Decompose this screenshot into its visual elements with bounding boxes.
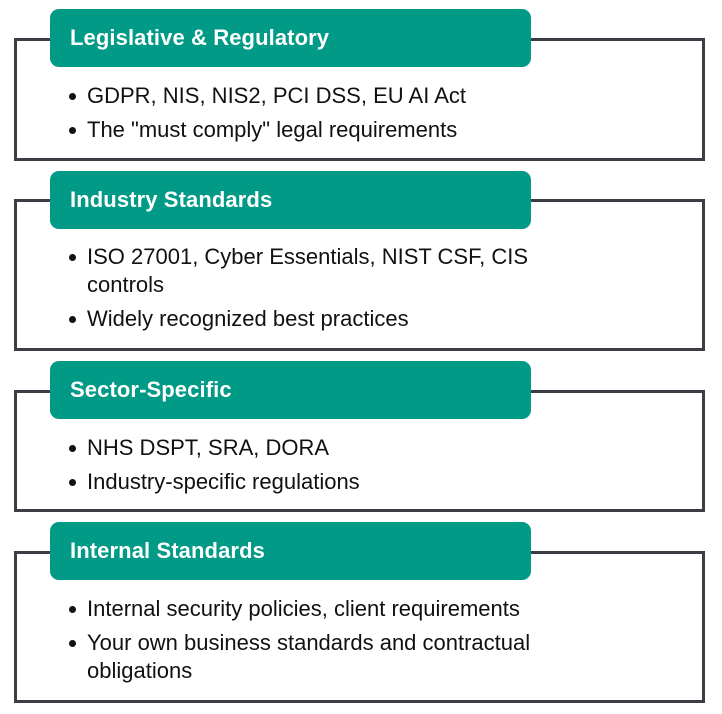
list-item-text: Widely recognized best practices <box>87 306 409 331</box>
list-item-text: GDPR, NIS, NIS2, PCI DSS, EU AI Act <box>87 83 466 108</box>
section-title: Sector-Specific <box>70 377 232 402</box>
list-item-text: ISO 27001, Cyber Essentials, NIST CSF, CIS controls <box>87 244 528 297</box>
list-item-text: Industry-specific regulations <box>87 469 360 494</box>
bullet-icon <box>69 640 76 647</box>
bullet-list <box>68 243 588 339</box>
bullet-list <box>68 82 678 150</box>
bullet-icon <box>69 93 76 100</box>
list-item <box>68 116 678 144</box>
bullet-icon <box>69 479 76 486</box>
bullet-icon <box>69 254 76 261</box>
bullet-icon <box>69 316 76 323</box>
bullet-icon <box>69 127 76 134</box>
list-item <box>68 82 678 110</box>
section-header <box>50 171 531 229</box>
list-item <box>68 629 628 685</box>
list-item <box>68 305 588 333</box>
list-item-text: The "must comply" legal requirements <box>87 117 458 142</box>
bullet-list <box>68 595 628 691</box>
list-item-text: Your own business standards and contractual obligations <box>87 630 531 683</box>
section-title: Legislative & Regulatory <box>70 25 330 50</box>
list-item <box>68 595 628 623</box>
section-title: Internal Standards <box>70 538 265 563</box>
list-item <box>68 468 678 496</box>
section-title: Industry Standards <box>70 187 273 212</box>
bullet-icon <box>69 606 76 613</box>
section-header <box>50 9 531 67</box>
section-header <box>50 522 531 580</box>
list-item <box>68 243 588 299</box>
bullet-icon <box>69 445 76 452</box>
bullet-list <box>68 434 678 502</box>
list-item <box>68 434 678 462</box>
list-item-text: NHS DSPT, SRA, DORA <box>87 435 330 460</box>
section-header <box>50 361 531 419</box>
list-item-text: Internal security policies, client requirements <box>87 596 520 621</box>
